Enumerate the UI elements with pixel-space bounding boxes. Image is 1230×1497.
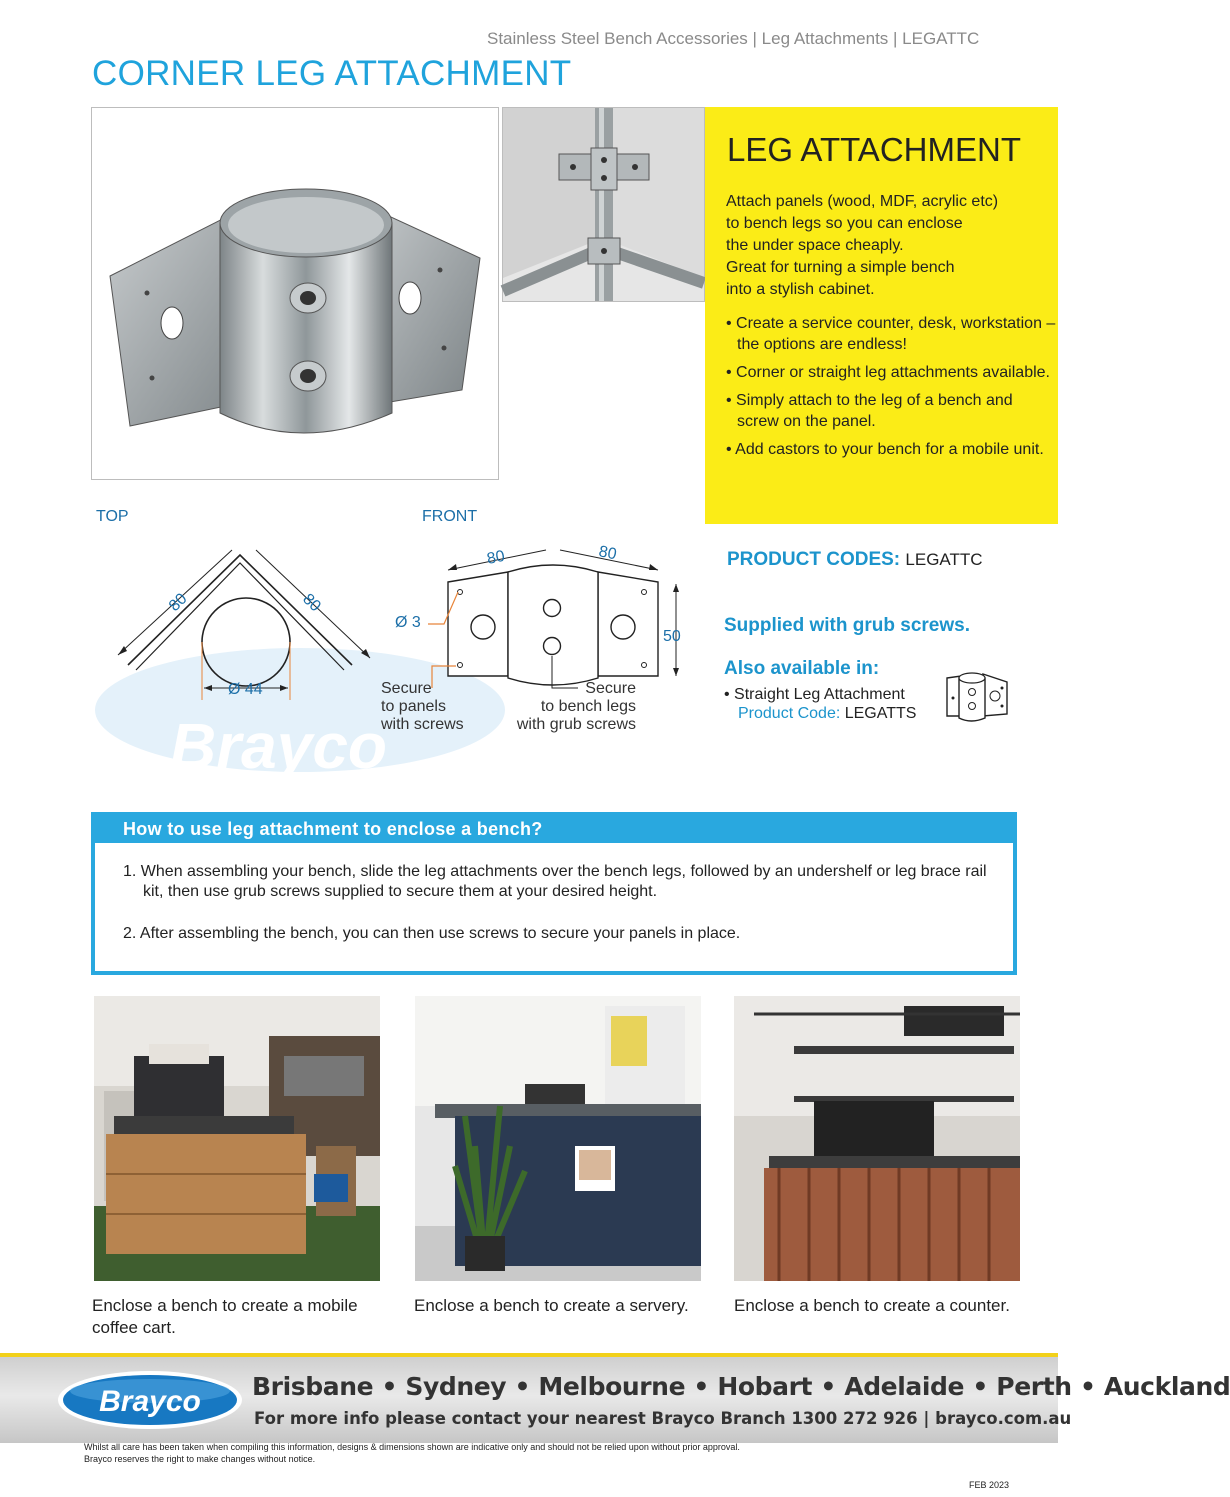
intro-line: to bench legs so you can enclose [726,215,963,232]
feature-bullet: • Create a service counter, desk, workstation – the options are endless! [726,315,1056,353]
also-available-item: • Straight Leg Attachment [724,686,905,703]
howto-step: 2. After assembling the bench, you can then use screws to secure your panels in place. [123,925,741,942]
intro-line: the under space cheaply. [726,237,904,254]
coffee-cart-photo [94,996,380,1281]
product-codes-label: PRODUCT CODES: [727,549,901,570]
feature-bullet: • Simply attach to the leg of a bench and screw on the panel. [726,392,1013,430]
branch-cities: Brisbane • Sydney • Melbourne • Hobart • Adelaide • Perth • Auckland [252,1372,1230,1401]
installed-bracket-photo [502,107,705,302]
caption-coffee-cart: Enclose a bench to create a mobile coffee cart. [92,1296,358,1337]
corner-leg-bracket-image [92,108,498,479]
caption-counter: Enclose a bench to create a counter. [734,1296,1010,1315]
howto-steps [123,862,993,966]
publication-date: FEB 2023 [969,1480,1010,1490]
feature-list [726,313,1056,467]
watermark-text: Brayco [170,710,387,782]
feature-bullet: • Add castors to your bench for a mobile unit. [726,441,1044,458]
feature-heading: LEG ATTACHMENT [727,131,1021,168]
howto-step: 1. When assembling your bench, slide the leg attachments over the bench legs, followed by an undershelf or leg brace rail kit, then use grub screws supplied to secure them at your desired height. [123,863,987,900]
intro-line: Attach panels (wood, MDF, acrylic etc) [726,193,999,210]
dimension-drawing [0,500,720,800]
intro-line: Great for turning a simple bench [726,259,955,276]
feature-bullet: • Corner or straight leg attachments available. [726,364,1050,381]
callout-line: Secure [381,680,432,697]
servery-photo [415,996,701,1281]
front-view-label: FRONT [422,508,478,525]
howto-header [95,816,1013,843]
also-available-heading: Also available in: [724,658,880,679]
disclaimer-line: Whilst all care has been taken when compiling this information, designs & dimensions shown are indicative only and should not be relied upon without prior approval. [84,1442,740,1452]
callout-line: Secure [585,680,636,697]
howto-box [91,812,1017,975]
callout-line: with screws [381,716,464,733]
top-view-label: TOP [96,508,129,525]
logo-text: Brayco [99,1385,201,1418]
front-width-right-dim: 80 [597,543,618,564]
footer-bar [0,1353,1230,1443]
callout-line: to bench legs [540,698,636,715]
product-codes-value: LEGATTC [905,550,983,569]
straight-bracket-icon [945,668,1011,729]
installed-bracket-image [503,108,704,301]
callout-legs [500,680,636,734]
callout-line: with grub screws [516,716,636,733]
callout-line: to panels [381,698,446,715]
also-available-code [738,705,916,723]
product-codes [727,549,983,571]
howto-heading: How to use leg attachment to enclose a bench? [123,819,543,839]
also-code-label: Product Code: [738,705,841,722]
feature-intro [726,191,1051,301]
also-code-value: LEGATTS [844,705,917,722]
hole-diameter-dim: Ø 3 [395,614,421,631]
front-height-dim: 50 [663,628,681,645]
breadcrumb: Stainless Steel Bench Accessories | Leg Attachments | LEGATTC [487,29,980,48]
front-width-left-dim: 80 [485,547,507,568]
counter-photo [734,996,1020,1281]
supplied-note: Supplied with grub screws. [724,615,970,636]
top-side-left-dim: 80 [165,590,191,615]
top-side-right-dim: 80 [299,590,324,616]
caption-servery: Enclose a bench to create a servery. [414,1296,689,1315]
callout-panels [381,680,464,734]
disclaimer-line: Brayco reserves the right to make changes without notice. [84,1454,316,1464]
intro-line: into a stylish cabinet. [726,281,875,298]
technical-drawing [0,500,720,800]
disclaimer [84,1441,740,1465]
product-photo [91,107,499,480]
page-title: CORNER LEG ATTACHMENT [92,54,572,93]
brayco-logo[interactable] [56,1369,244,1436]
contact-line[interactable]: For more info please contact your nearest Brayco Branch 1300 272 926 | brayco.com.au [254,1409,1072,1428]
top-diameter-dim: Ø 44 [228,681,263,698]
feature-box [705,107,1058,524]
